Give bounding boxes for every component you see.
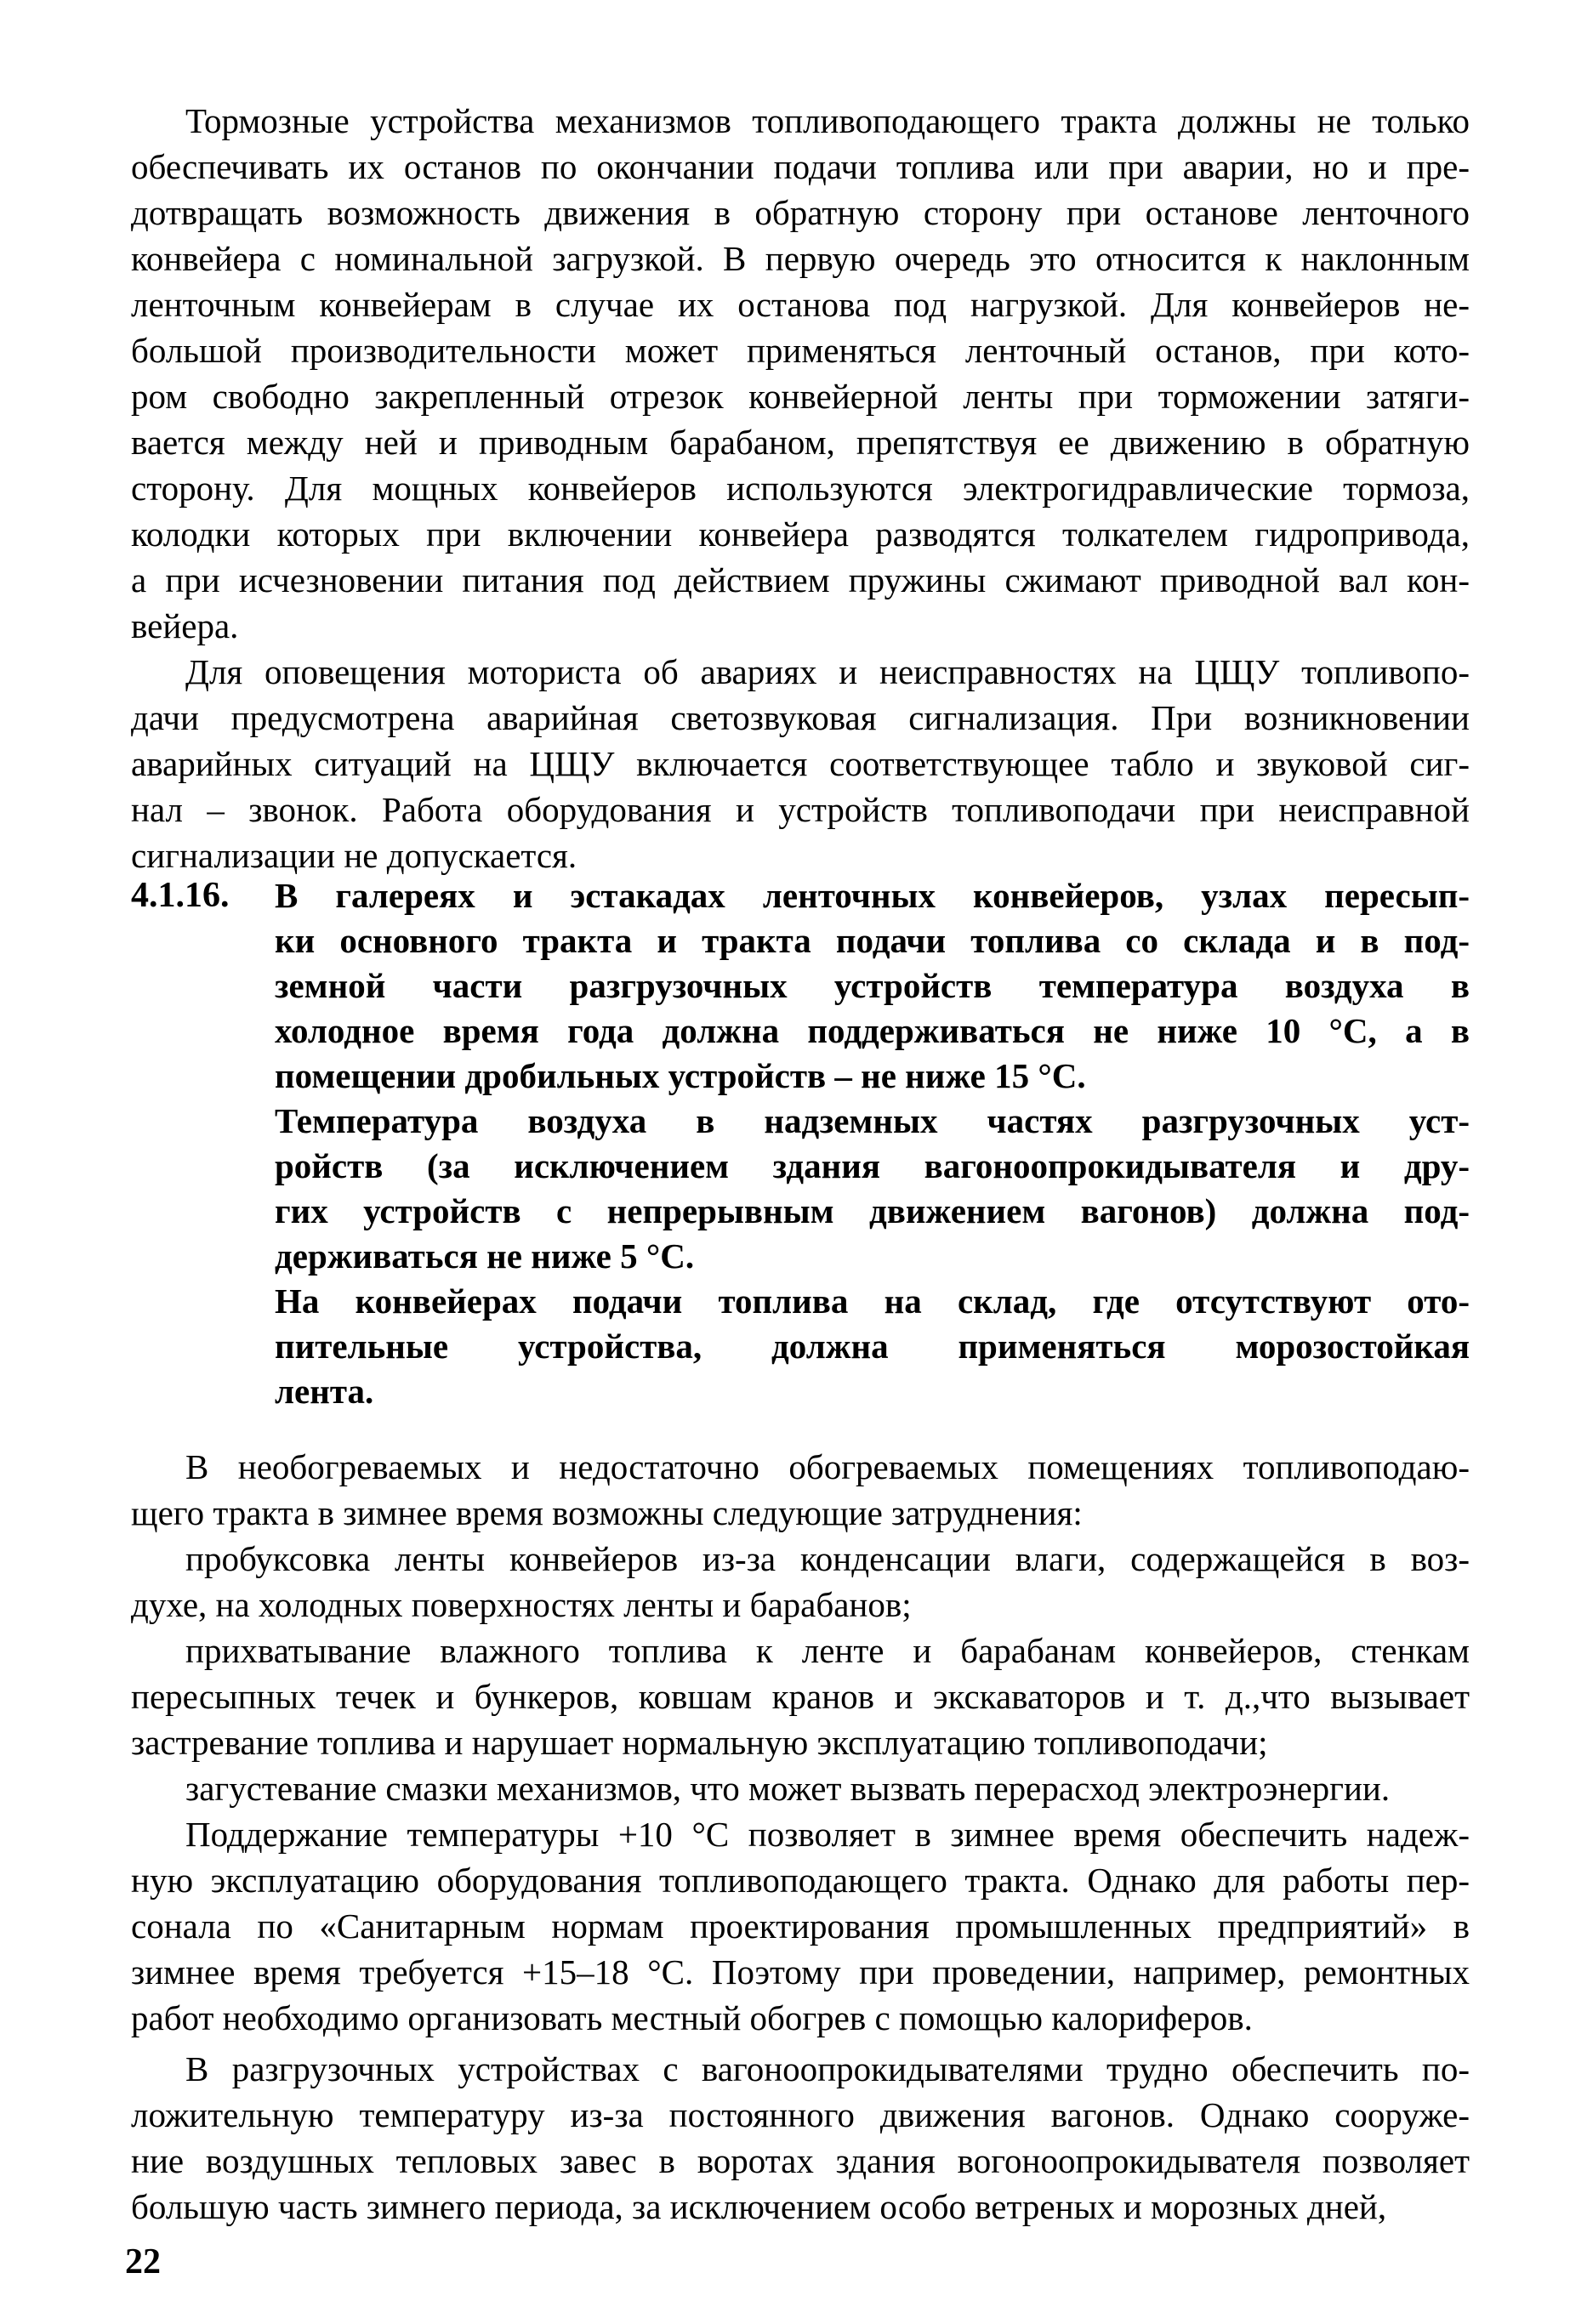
text-line: застревание топлива и нарушает нормальную эксплуатацию топливоподачи; [131, 1723, 1268, 1762]
text-line: пересыпных течек и бункеров, ковшам кранов и экскаваторов и т. д.,что вызывает [131, 1677, 1470, 1716]
text-line: земной части разгрузочных устройств температура воздуха в [275, 966, 1470, 1005]
paragraph [131, 1765, 1470, 1811]
text-line: конвейера с номинальной загрузкой. В первую очередь это относится к наклонным [131, 239, 1470, 278]
text-line: ки основного тракта и тракта подачи топлива со склада и в под- [275, 921, 1470, 960]
paragraph [131, 98, 1470, 649]
paragraph [131, 1444, 1470, 1536]
text-line: дотвращать возможность движения в обратную сторону при останове ленточного [131, 193, 1470, 232]
text-line: вейера. [131, 606, 239, 645]
text-line: На конвейерах подачи топлива на склад, где отсутствуют ото- [275, 1281, 1470, 1321]
paragraph [131, 1811, 1470, 2041]
text-line: духе, на холодных поверхностях ленты и барабанов; [131, 1585, 912, 1624]
text-line: щего тракта в зимнее время возможны следующие затруднения: [131, 1493, 1083, 1532]
text-line: прихватывание влажного топлива к ленте и барабанам конвейеров, стенкам [185, 1631, 1470, 1670]
text-line: Для оповещения моториста об авариях и неисправностях на ЦЩУ топливопо- [185, 652, 1470, 691]
text-line: Температура воздуха в надземных частях разгрузочных уст- [275, 1101, 1470, 1140]
body-text-bottom [131, 1444, 1470, 2230]
text-line: загустевание смазки механизмов, что может вызвать перерасход электроэнергии. [185, 1769, 1391, 1808]
paragraph [131, 649, 1470, 878]
body-text-top [131, 98, 1470, 878]
paragraph [275, 1099, 1470, 1279]
text-line: работ необходимо организовать местный обогрев с помощью калориферов. [131, 1998, 1253, 2037]
text-line: сонала по «Санитарным нормам проектирования промышленных предприятий» в [131, 1906, 1470, 1946]
text-line: В разгрузочных устройствах с вагоноопрокидывателями трудно обеспечить по- [185, 2049, 1470, 2088]
text-line: ложительную температуру из-за постоянного движения вагонов. Однако сооруже- [131, 2095, 1470, 2134]
text-line: лента. [275, 1372, 374, 1411]
text-line: пительные устройства, должна применяться морозостойкая [275, 1327, 1470, 1366]
text-line: сторону. Для мощных конвейеров используются электрогидравлические тормоза, [131, 469, 1470, 508]
text-line: ром свободно закрепленный отрезок конвейерной ленты при торможении затяги- [131, 377, 1470, 416]
text-line: ройств (за исключением здания вагоноопрокидывателя и дру- [275, 1146, 1470, 1185]
paragraph [275, 873, 1470, 1099]
page-number: 22 [125, 2242, 161, 2281]
paragraph [131, 1628, 1470, 1765]
text-line: держиваться не ниже 5 °С. [275, 1236, 695, 1276]
text-line: колодки которых при включении конвейера разводятся толкателем гидропривода, [131, 514, 1470, 554]
text-line: В необогреваемых и недостаточно обогреваемых помещениях топливоподаю- [185, 1447, 1470, 1486]
text-line: Поддержание температуры +10 °С позволяет в зимнее время обеспечить надеж- [185, 1815, 1470, 1854]
text-line: нал – звонок. Работа оборудования и устройств топливоподачи при неисправной [131, 790, 1470, 829]
text-line: холодное время года должна поддерживаться не ниже 10 °С, а в [275, 1011, 1470, 1050]
text-line: ную эксплуатацию оборудования топливоподающего тракта. Однако для работы пер- [131, 1861, 1470, 1900]
text-line: дачи предусмотрена аварийная светозвуковая сигнализация. При возникновении [131, 698, 1470, 737]
text-line: Тормозные устройства механизмов топливоподающего тракта должны не только [185, 101, 1470, 140]
text-line: вается между ней и приводным барабаном, препятствуя ее движению в обратную [131, 423, 1470, 462]
paragraph [131, 2046, 1470, 2230]
text-line: большую часть зимнего периода, за исключением особо ветреных и морозных дней, [131, 2187, 1387, 2226]
text-line: зимнее время требуется +15–18 °С. Поэтому при проведении, например, ремонтных [131, 1952, 1470, 1992]
paragraph [131, 1536, 1470, 1628]
paragraph [275, 1279, 1470, 1414]
text-line: сигнализации не допускается. [131, 836, 577, 875]
text-line: а при исчезновении питания под действием пружины сжимают приводной вал кон- [131, 560, 1470, 599]
text-line: аварийных ситуаций на ЦЩУ включается соответствующее табло и звуковой сиг- [131, 744, 1470, 783]
text-line: ленточным конвейерам в случае их останова под нагрузкой. Для конвейеров не- [131, 285, 1470, 324]
text-line: ние воздушных тепловых завес в воротах здания вогоноопрокидывателя позволяет [131, 2141, 1470, 2180]
text-line: большой производительности может применяться ленточный останов, при кото- [131, 331, 1470, 370]
text-line: гих устройств с непрерывным движением вагонов) должна под- [275, 1191, 1470, 1230]
section-4-1-16-text [275, 873, 1470, 1414]
text-line: помещении дробильных устройств – не ниже 15 °С. [275, 1056, 1086, 1095]
text-line: В галереях и эстакадах ленточных конвейеров, узлах пересып- [275, 876, 1470, 915]
section-number: 4.1.16. [131, 876, 230, 915]
text-line: обеспечивать их останов по окончании подачи топлива или при аварии, но и пре- [131, 147, 1470, 186]
text-line: пробуксовка ленты конвейеров из-за конденсации влаги, содержащейся в воз- [185, 1539, 1470, 1578]
